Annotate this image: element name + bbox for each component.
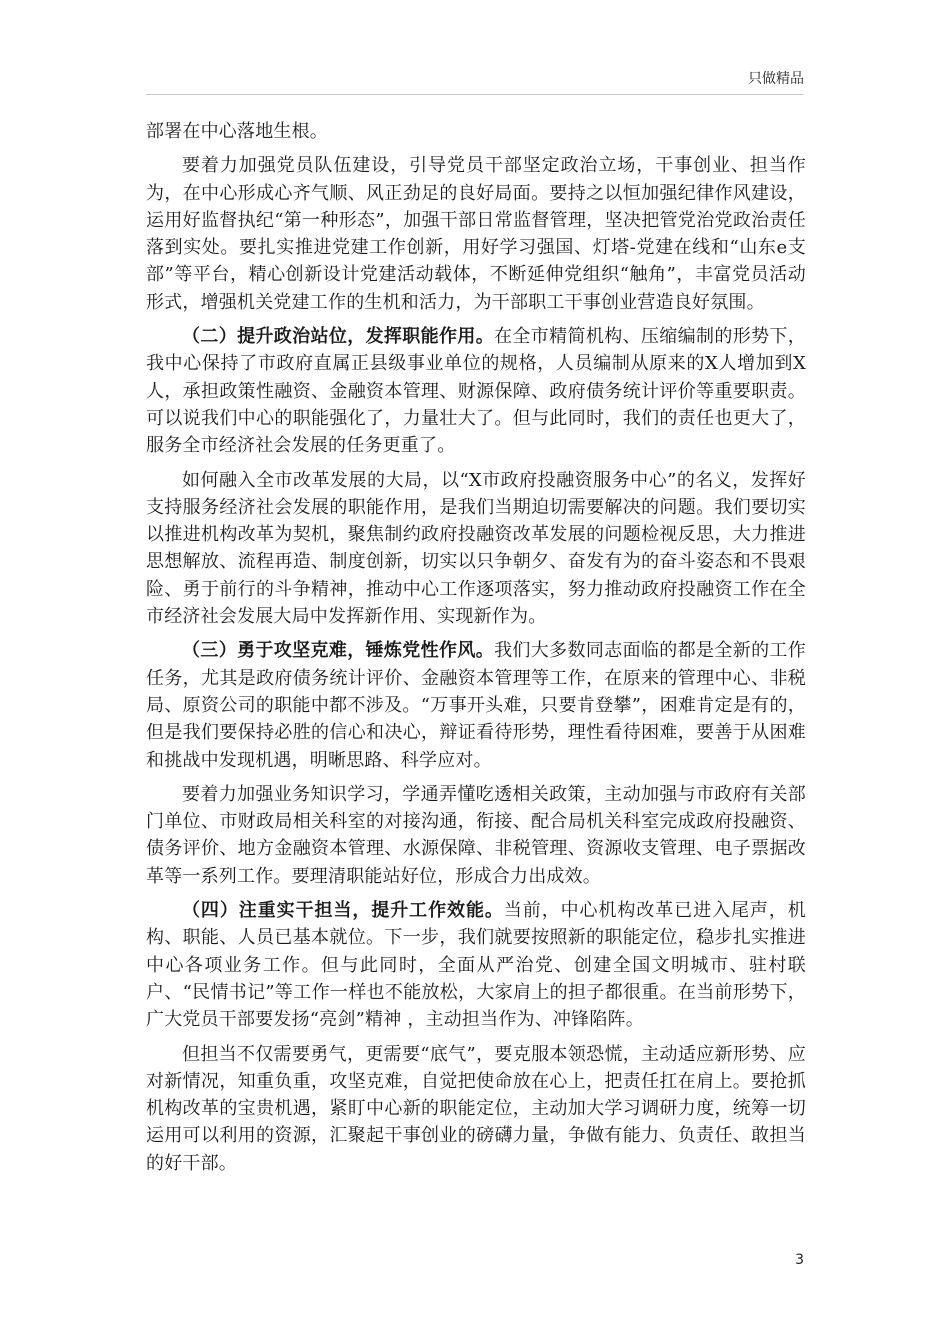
header-note: 只做精品 <box>748 71 804 87</box>
header-divider <box>146 94 804 95</box>
paragraph-text: 如何融入全市改革发展的大局，以“X市政府投融资服务中心”的名义，发挥好支持服务经济社会发展的职能作用，是我们当期迫切需要解决的问题。我们要切实以推进机构改革为契机，聚焦制约政府投融资改革发展的问题检视反思，大力推进思想解放、流程再造、制度创新，切实以只争朝夕、奋发有为的奋斗姿态和不畏艰险、勇于前行的斗争精神，推动中心工作逐项落实，努力推动政府投融资工作在全市经济社会发展大局中发挥新作用、实现新作为。 <box>146 469 806 628</box>
paragraph-text: 当前，中心机构改革已进入尾声，机构、职能、人员已基本就位。下一步，我们就要按照新的职能定位，稳步扎实推进中心各项业务工作。但与此同时，全面从严治党、创建全国文明城市、驻村联户、“民情书记”等工作一样也不能放松，大家肩上的担子都很重。在当前形势下，广大党员干部要发扬“亮剑”精神 ，主动担当作为、冲锋陷阵。 <box>146 900 806 1031</box>
paragraph-text: 要着力加强业务知识学习，学通弄懂吃透相关政策，主动加强与市政府有关部门单位、市财政局相关科室的对接沟通，衔接、配合局机关科室完成政府投融资、债务评价、地方金融资本管理、水源保障、非税管理、资源收支管理、电子票据改革等一系列工作。要理清职能站好位，形成合力出成效。 <box>146 783 806 887</box>
section-heading: （二）提升政治站位，发挥职能作用。 <box>182 326 495 348</box>
paragraph <box>146 152 806 316</box>
paragraph-text: 但担当不仅需要勇气，更需要“底气”，要克服本领恐慌，主动适应新形势、应对新情况，知重负重，攻坚克难，自觉把使命放在心上，把责任扛在肩上。要抢抓机构改革的宝贵机遇，紧盯中心新的职能定位，主动加大学习调研力度，统筹一切运用可以利用的资源，汇聚起干事创业的磅礴力量，争做有能力、负责任、敢担当的好干部。 <box>146 1043 806 1174</box>
paragraph <box>146 637 806 773</box>
paragraph <box>146 467 806 631</box>
paragraph-text: 部署在中心落地生根。 <box>146 121 328 142</box>
paragraph <box>146 118 806 145</box>
paragraph <box>146 1041 806 1177</box>
paragraph-text: 我们大多数同志面临的都是全新的工作任务，尤其是政府债务统计评价、金融资本管理等工作，在原来的管理中心、非税局、原资公司的职能中都不涉及。“万事开头难，只要肯登攀”，困难肯定是有的，但是我们要保持必胜的信心和决心，辩证看待形势，理性看待困难，要善于从困难和挑战中发现机遇，明晰思路、科学应对。 <box>146 640 806 771</box>
paragraph <box>146 323 806 459</box>
section-heading: （四）注重实干担当，提升工作效能。 <box>182 900 504 922</box>
page-number: 3 <box>795 1252 804 1268</box>
paragraph-text: 要着力加强党员队伍建设，引导党员干部坚定政治立场，干事创业、担当作为，在中心形成心齐气顺、风正劲足的良好局面。要持之以恒加强纪律作风建设，运用好监督执纪“第一种形态”，加强干部日常监督管理，坚决把管党治党政治责任落到实处。要扎实推进党建工作创新，用好学习强国、灯塔-党建在线和“山东e支部”等平台，精心创新设计党建活动载体，不断延伸党组织“触角”，丰富党员活动形式，增强机关党建工作的生机和活力，为干部职工干事创业营造良好氛围。 <box>146 155 806 313</box>
document-body <box>146 118 806 1184</box>
section-heading: （三）勇于攻坚克难，锤炼党性作风。 <box>182 640 495 662</box>
paragraph <box>146 897 806 1033</box>
paragraph-text: 在全市精简机构、压缩编制的形势下，我中心保持了市政府直属正县级事业单位的规格，人员编制从原来的X人增加到X人，承担政策性融资、金融资本管理、财源保障、政府债务统计评价等重要职责。可以说我们中心的职能强化了，力量壮大了。但与此同时，我们的责任也更大了，服务全市经济社会发展的任务更重了。 <box>146 326 806 457</box>
paragraph <box>146 781 806 890</box>
